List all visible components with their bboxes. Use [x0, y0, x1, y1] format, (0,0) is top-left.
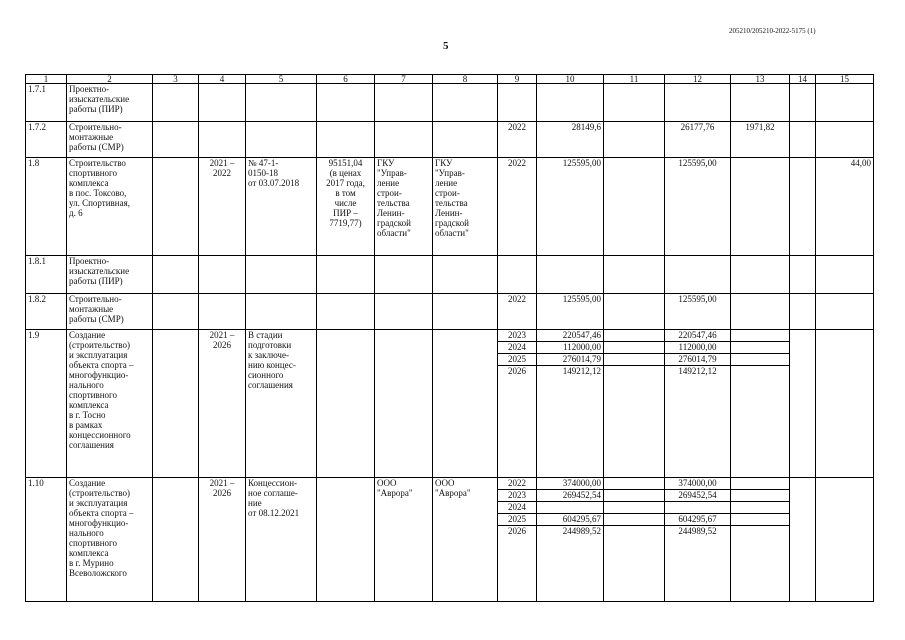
developer-text: ООО "Аврора" [435, 478, 471, 498]
local-budget-value: 1971,82 [745, 122, 775, 132]
implementation-period [199, 158, 246, 256]
row-number [26, 122, 67, 158]
customer [375, 294, 433, 330]
object-name [67, 330, 153, 478]
funding-year-value: 2022 [508, 122, 526, 132]
funding-year [498, 478, 537, 602]
total-amount-value [537, 502, 603, 514]
estimated-cost [317, 478, 375, 602]
basis-document [246, 330, 317, 478]
total-amount [537, 122, 604, 158]
funding-year-value: 2024 [498, 342, 536, 354]
implementation-period [199, 256, 246, 294]
funding-year [498, 122, 537, 158]
federal-budget [604, 158, 665, 256]
regional-budget [665, 256, 731, 294]
row-number [26, 256, 67, 294]
federal-budget-value [604, 478, 664, 490]
funding-year [498, 158, 537, 256]
table-row [26, 158, 874, 256]
column-header-10: 10 [537, 75, 604, 84]
estimated-cost [317, 122, 375, 158]
header-row [26, 75, 874, 84]
basis-document [246, 294, 317, 330]
cell-col3 [153, 478, 199, 602]
regional-budget [665, 84, 731, 122]
row-number-text: 1.8.2 [28, 294, 46, 304]
other-sources [816, 84, 874, 122]
regional-budget [665, 294, 731, 330]
table-row [26, 330, 874, 478]
basis-document [246, 158, 317, 256]
funding-year-value: 2022 [508, 294, 526, 304]
developer [433, 330, 498, 478]
total-amount [537, 158, 604, 256]
federal-budget [604, 478, 665, 602]
local-budget [731, 84, 790, 122]
regional-budget-value [665, 502, 730, 514]
funding-year-value: 2025 [498, 354, 536, 366]
object-name-text: Строительство спортивного комплекса в пос. Токсово, ул. Спортивная, д. 6 [69, 158, 130, 218]
row-number-text: 1.8 [28, 158, 40, 168]
column-header-9: 9 [498, 75, 537, 84]
row-number-text: 1.8.1 [28, 256, 46, 266]
column-header-6: 6 [317, 75, 375, 84]
funding-year [498, 294, 537, 330]
table-row [26, 478, 874, 602]
total-amount [537, 330, 604, 478]
local-budget [731, 122, 790, 158]
funding-year [498, 330, 537, 478]
total-amount [537, 84, 604, 122]
object-name [67, 256, 153, 294]
column-header-8: 8 [433, 75, 498, 84]
basis-document [246, 256, 317, 294]
federal-budget-value [606, 366, 662, 377]
basis-document [246, 84, 317, 122]
customer [375, 330, 433, 478]
customer-text: ГКУ "Управ- ление строи- тельства Ленин- градской области" [377, 158, 411, 238]
funding-year-value: 2024 [498, 502, 536, 514]
total-amount-value: 125595,00 [562, 158, 601, 168]
customer [375, 256, 433, 294]
customer [375, 84, 433, 122]
row-number-text: 1.7.2 [28, 122, 46, 132]
local-budget-value [731, 330, 789, 342]
cell-col14 [790, 122, 816, 158]
developer [433, 478, 498, 602]
row-number [26, 478, 67, 602]
object-name-text: Проектно- изыскательские работы (ПИР) [69, 256, 130, 286]
total-amount-value: 112000,00 [537, 342, 603, 354]
federal-budget [604, 256, 665, 294]
column-header-2: 2 [67, 75, 153, 84]
total-amount-value: 604295,67 [537, 514, 603, 526]
local-budget-value [733, 158, 787, 169]
cell-col14 [790, 330, 816, 478]
local-budget-value [733, 366, 787, 377]
cell-col3 [153, 122, 199, 158]
federal-budget-value [604, 490, 664, 502]
developer-text: ГКУ "Управ- ление строи- тельства Ленин- градской области" [435, 158, 469, 238]
federal-budget [604, 122, 665, 158]
local-budget-value [733, 526, 787, 537]
row-number [26, 84, 67, 122]
row-number [26, 294, 67, 330]
regional-budget-value: 220547,46 [665, 330, 730, 342]
federal-budget [604, 294, 665, 330]
estimated-cost [317, 256, 375, 294]
implementation-period-text: 2021 – 2026 [209, 330, 235, 350]
customer [375, 122, 433, 158]
table-row [26, 294, 874, 330]
customer-text: ООО "Аврора" [377, 478, 413, 498]
total-amount [537, 294, 604, 330]
funding-year [498, 84, 537, 122]
federal-budget-value [606, 294, 662, 305]
implementation-period [199, 330, 246, 478]
regional-budget-value: 269452,54 [665, 490, 730, 502]
estimated-cost-text: 95151,04 (в ценах 2017 года, в том числе ПИР – 7719,77) [326, 158, 365, 228]
object-name [67, 478, 153, 602]
federal-budget [604, 84, 665, 122]
row-number-text: 1.7.1 [28, 84, 46, 94]
developer [433, 84, 498, 122]
basis-document [246, 478, 317, 602]
federal-budget-value [606, 526, 662, 537]
regional-budget [665, 330, 731, 478]
total-amount-value: 125595,00 [562, 294, 601, 304]
object-name [67, 122, 153, 158]
local-budget [731, 478, 790, 602]
total-amount-value: 28149,6 [571, 122, 601, 132]
column-header-3: 3 [153, 75, 199, 84]
object-name [67, 84, 153, 122]
estimated-cost [317, 158, 375, 256]
regional-budget-value: 112000,00 [665, 342, 730, 354]
other-sources [816, 158, 874, 256]
funding-year [498, 256, 537, 294]
column-header-13: 13 [731, 75, 790, 84]
funding-year-value: 2025 [498, 514, 536, 526]
cell-col3 [153, 84, 199, 122]
column-header-15: 15 [816, 75, 874, 84]
customer [375, 158, 433, 256]
row-number-text: 1.9 [28, 330, 40, 340]
funding-year-value: 2026 [508, 526, 526, 536]
implementation-period-text: 2021 – 2026 [209, 478, 235, 498]
estimated-cost [317, 330, 375, 478]
row-number [26, 158, 67, 256]
other-sources [816, 122, 874, 158]
federal-budget-value [604, 330, 664, 342]
object-name-text: Создание (строительство) и эксплуатация объекта спорта – многофункцио- нального спортивного комплекса в г. Мурино Всеволожского [69, 478, 134, 578]
regional-budget [665, 478, 731, 602]
other-sources [816, 478, 874, 602]
local-budget [731, 294, 790, 330]
local-budget [731, 158, 790, 256]
regional-budget-value: 244989,52 [678, 526, 717, 536]
funding-year-value: 2026 [508, 366, 526, 376]
local-budget-value [731, 342, 789, 354]
estimated-cost [317, 84, 375, 122]
federal-budget-value [604, 514, 664, 526]
implementation-period [199, 478, 246, 602]
local-budget-value [731, 514, 789, 526]
regional-budget [665, 122, 731, 158]
object-name [67, 158, 153, 256]
data-table [25, 74, 874, 602]
total-amount-value: 149212,12 [562, 366, 601, 376]
column-header-1: 1 [26, 75, 67, 84]
estimated-cost [317, 294, 375, 330]
federal-budget-value [604, 354, 664, 366]
page-number: 5 [443, 40, 449, 52]
local-budget [731, 330, 790, 478]
basis-document [246, 122, 317, 158]
implementation-period [199, 294, 246, 330]
row-number-text: 1.10 [28, 478, 44, 488]
table-row [26, 256, 874, 294]
cell-col3 [153, 158, 199, 256]
other-sources [816, 294, 874, 330]
regional-budget-value: 149212,12 [678, 366, 717, 376]
federal-budget [604, 330, 665, 478]
column-header-5: 5 [246, 75, 317, 84]
implementation-period [199, 122, 246, 158]
column-header-4: 4 [199, 75, 246, 84]
local-budget-value [731, 354, 789, 366]
object-name-text: Строительно- монтажные работы (СМР) [69, 294, 124, 324]
federal-budget-value [604, 502, 664, 514]
other-sources-text: 44,00 [850, 158, 871, 168]
document-id: 205210/205210-2022-5175 (1) [729, 27, 816, 35]
column-header-12: 12 [665, 75, 731, 84]
local-budget-value [731, 478, 789, 490]
column-header-7: 7 [375, 75, 433, 84]
funding-year-value: 2022 [498, 478, 536, 490]
regional-budget-value: 125595,00 [678, 294, 717, 304]
cell-col3 [153, 256, 199, 294]
table-row [26, 84, 874, 122]
federal-budget-value [606, 158, 662, 169]
cell-col14 [790, 478, 816, 602]
cell-col3 [153, 294, 199, 330]
funding-year-value: 2023 [498, 330, 536, 342]
federal-budget-value [606, 122, 662, 133]
regional-budget-value: 125595,00 [678, 158, 717, 168]
other-sources [816, 256, 874, 294]
total-amount-value: 244989,52 [562, 526, 601, 536]
developer [433, 122, 498, 158]
object-name-text: Проектно- изыскательские работы (ПИР) [69, 84, 130, 114]
federal-budget-value [604, 342, 664, 354]
funding-year-value: 2022 [508, 158, 526, 168]
implementation-period [199, 84, 246, 122]
developer [433, 158, 498, 256]
cell-col14 [790, 84, 816, 122]
funding-year-value: 2023 [498, 490, 536, 502]
total-amount-value: 220547,46 [537, 330, 603, 342]
implementation-period-text: 2021 – 2022 [209, 158, 235, 178]
local-budget [731, 256, 790, 294]
object-name [67, 294, 153, 330]
regional-budget-value: 26177,76 [680, 122, 715, 132]
local-budget-value [731, 490, 789, 502]
regional-budget [665, 158, 731, 256]
developer [433, 294, 498, 330]
cell-col3 [153, 330, 199, 478]
total-amount-value: 276014,79 [537, 354, 603, 366]
object-name-text: Строительно- монтажные работы (СМР) [69, 122, 124, 152]
row-number [26, 330, 67, 478]
regional-budget-value: 374000,00 [665, 478, 730, 490]
local-budget-value [731, 502, 789, 514]
column-header-11: 11 [604, 75, 665, 84]
basis-document-text: № 47-1- 0150-18 от 03.07.2018 [248, 158, 300, 188]
regional-budget-value: 276014,79 [665, 354, 730, 366]
local-budget-value [733, 294, 787, 305]
basis-document-text: Концессион- ное соглаше- ние от 08.12.2021 [248, 478, 300, 518]
table-body [26, 84, 874, 602]
total-amount [537, 478, 604, 602]
table-row [26, 122, 874, 158]
total-amount-value: 269452,54 [537, 490, 603, 502]
basis-document-text: В стадии подготовки к заключе- нию концес- сионного соглашения [248, 330, 296, 390]
total-amount-value: 374000,00 [537, 478, 603, 490]
cell-col14 [790, 158, 816, 256]
cell-col14 [790, 256, 816, 294]
developer [433, 256, 498, 294]
object-name-text: Создание (строительство) и эксплуатация объекта спорта – многофункцио- нального спортивного комплекса в г. Тосно в рамках концессионного соглашения [69, 330, 134, 450]
total-amount [537, 256, 604, 294]
customer [375, 478, 433, 602]
column-header-14: 14 [790, 75, 816, 84]
regional-budget-value: 604295,67 [665, 514, 730, 526]
other-sources [816, 330, 874, 478]
cell-col14 [790, 294, 816, 330]
